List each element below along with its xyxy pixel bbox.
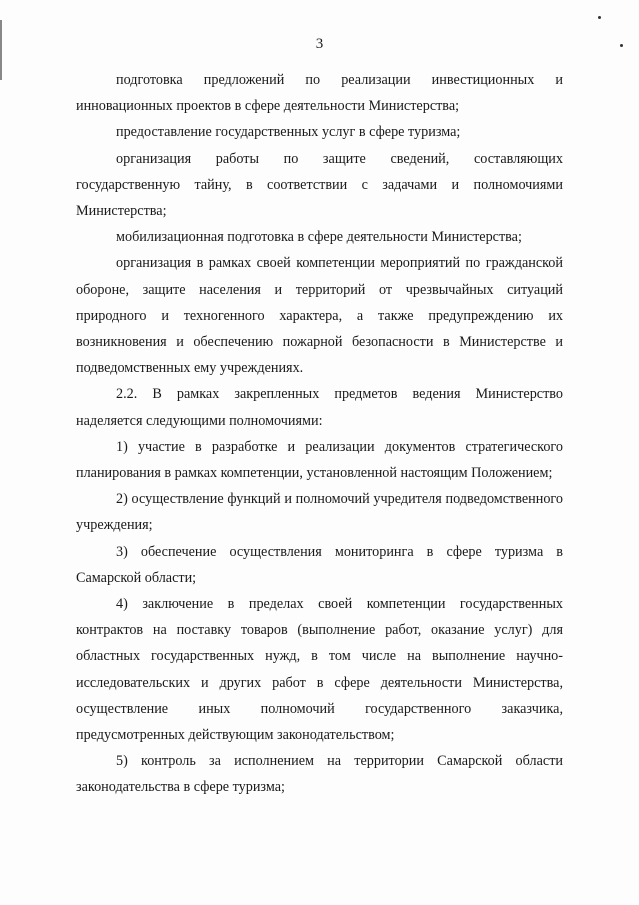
list-item: 3) обеспечение осуществления мониторинга в сфере туризма в Самарской области; bbox=[76, 543, 563, 586]
list-item: 1) участие в разработке и реализации документов стратегического планирования в рамках компетенции, установленной настоящим Положением; bbox=[76, 438, 563, 482]
list-item: 2) осуществление функций и полномочий учредителя подведомственного учреждения; bbox=[76, 491, 563, 534]
paragraph: мобилизационная подготовка в сфере деятельности Министерства; bbox=[116, 229, 522, 246]
list-item: 5) контроль за исполнением на территории Самарской области законодательства в сфере туризма; bbox=[76, 753, 563, 796]
page-number: 3 bbox=[315, 36, 324, 52]
paragraph: предоставление государственных услуг в сфере туризма; bbox=[116, 124, 461, 141]
list-item: 4) заключение в пределах своей компетенции государственных контрактов на поставку товаров (выполнение работ, оказание услуг) для областных государственных нужд, в том числе на выполнение научно-исследовательских и других работ в сфере деятельности Министерства, осуществление иных полномочий государственного заказчика, предусмотренных действующим законодательством; bbox=[76, 596, 563, 744]
paragraph: подготовка предложений по реализации инвестиционных и инновационных проектов в сфере деятельности Министерства; bbox=[76, 72, 563, 115]
scan-speck bbox=[598, 16, 601, 19]
paragraph: организация работы по защите сведений, составляющих государственную тайну, в соответствии с задачами и полномочиями Министерства; bbox=[76, 150, 563, 220]
paragraph: 2.2. В рамках закрепленных предметов ведения Министерство наделяется следующими полномочиями: bbox=[76, 386, 563, 429]
paragraph: организация в рамках своей компетенции мероприятий по гражданской обороне, защите населения и территорий от чрезвычайных ситуаций природного и техногенного характера, а также предупреждению их возникновения и обеспечению пожарной безопасности в Министерстве и подведомственных ему учреждениях. bbox=[76, 255, 563, 377]
document-body bbox=[76, 67, 563, 801]
